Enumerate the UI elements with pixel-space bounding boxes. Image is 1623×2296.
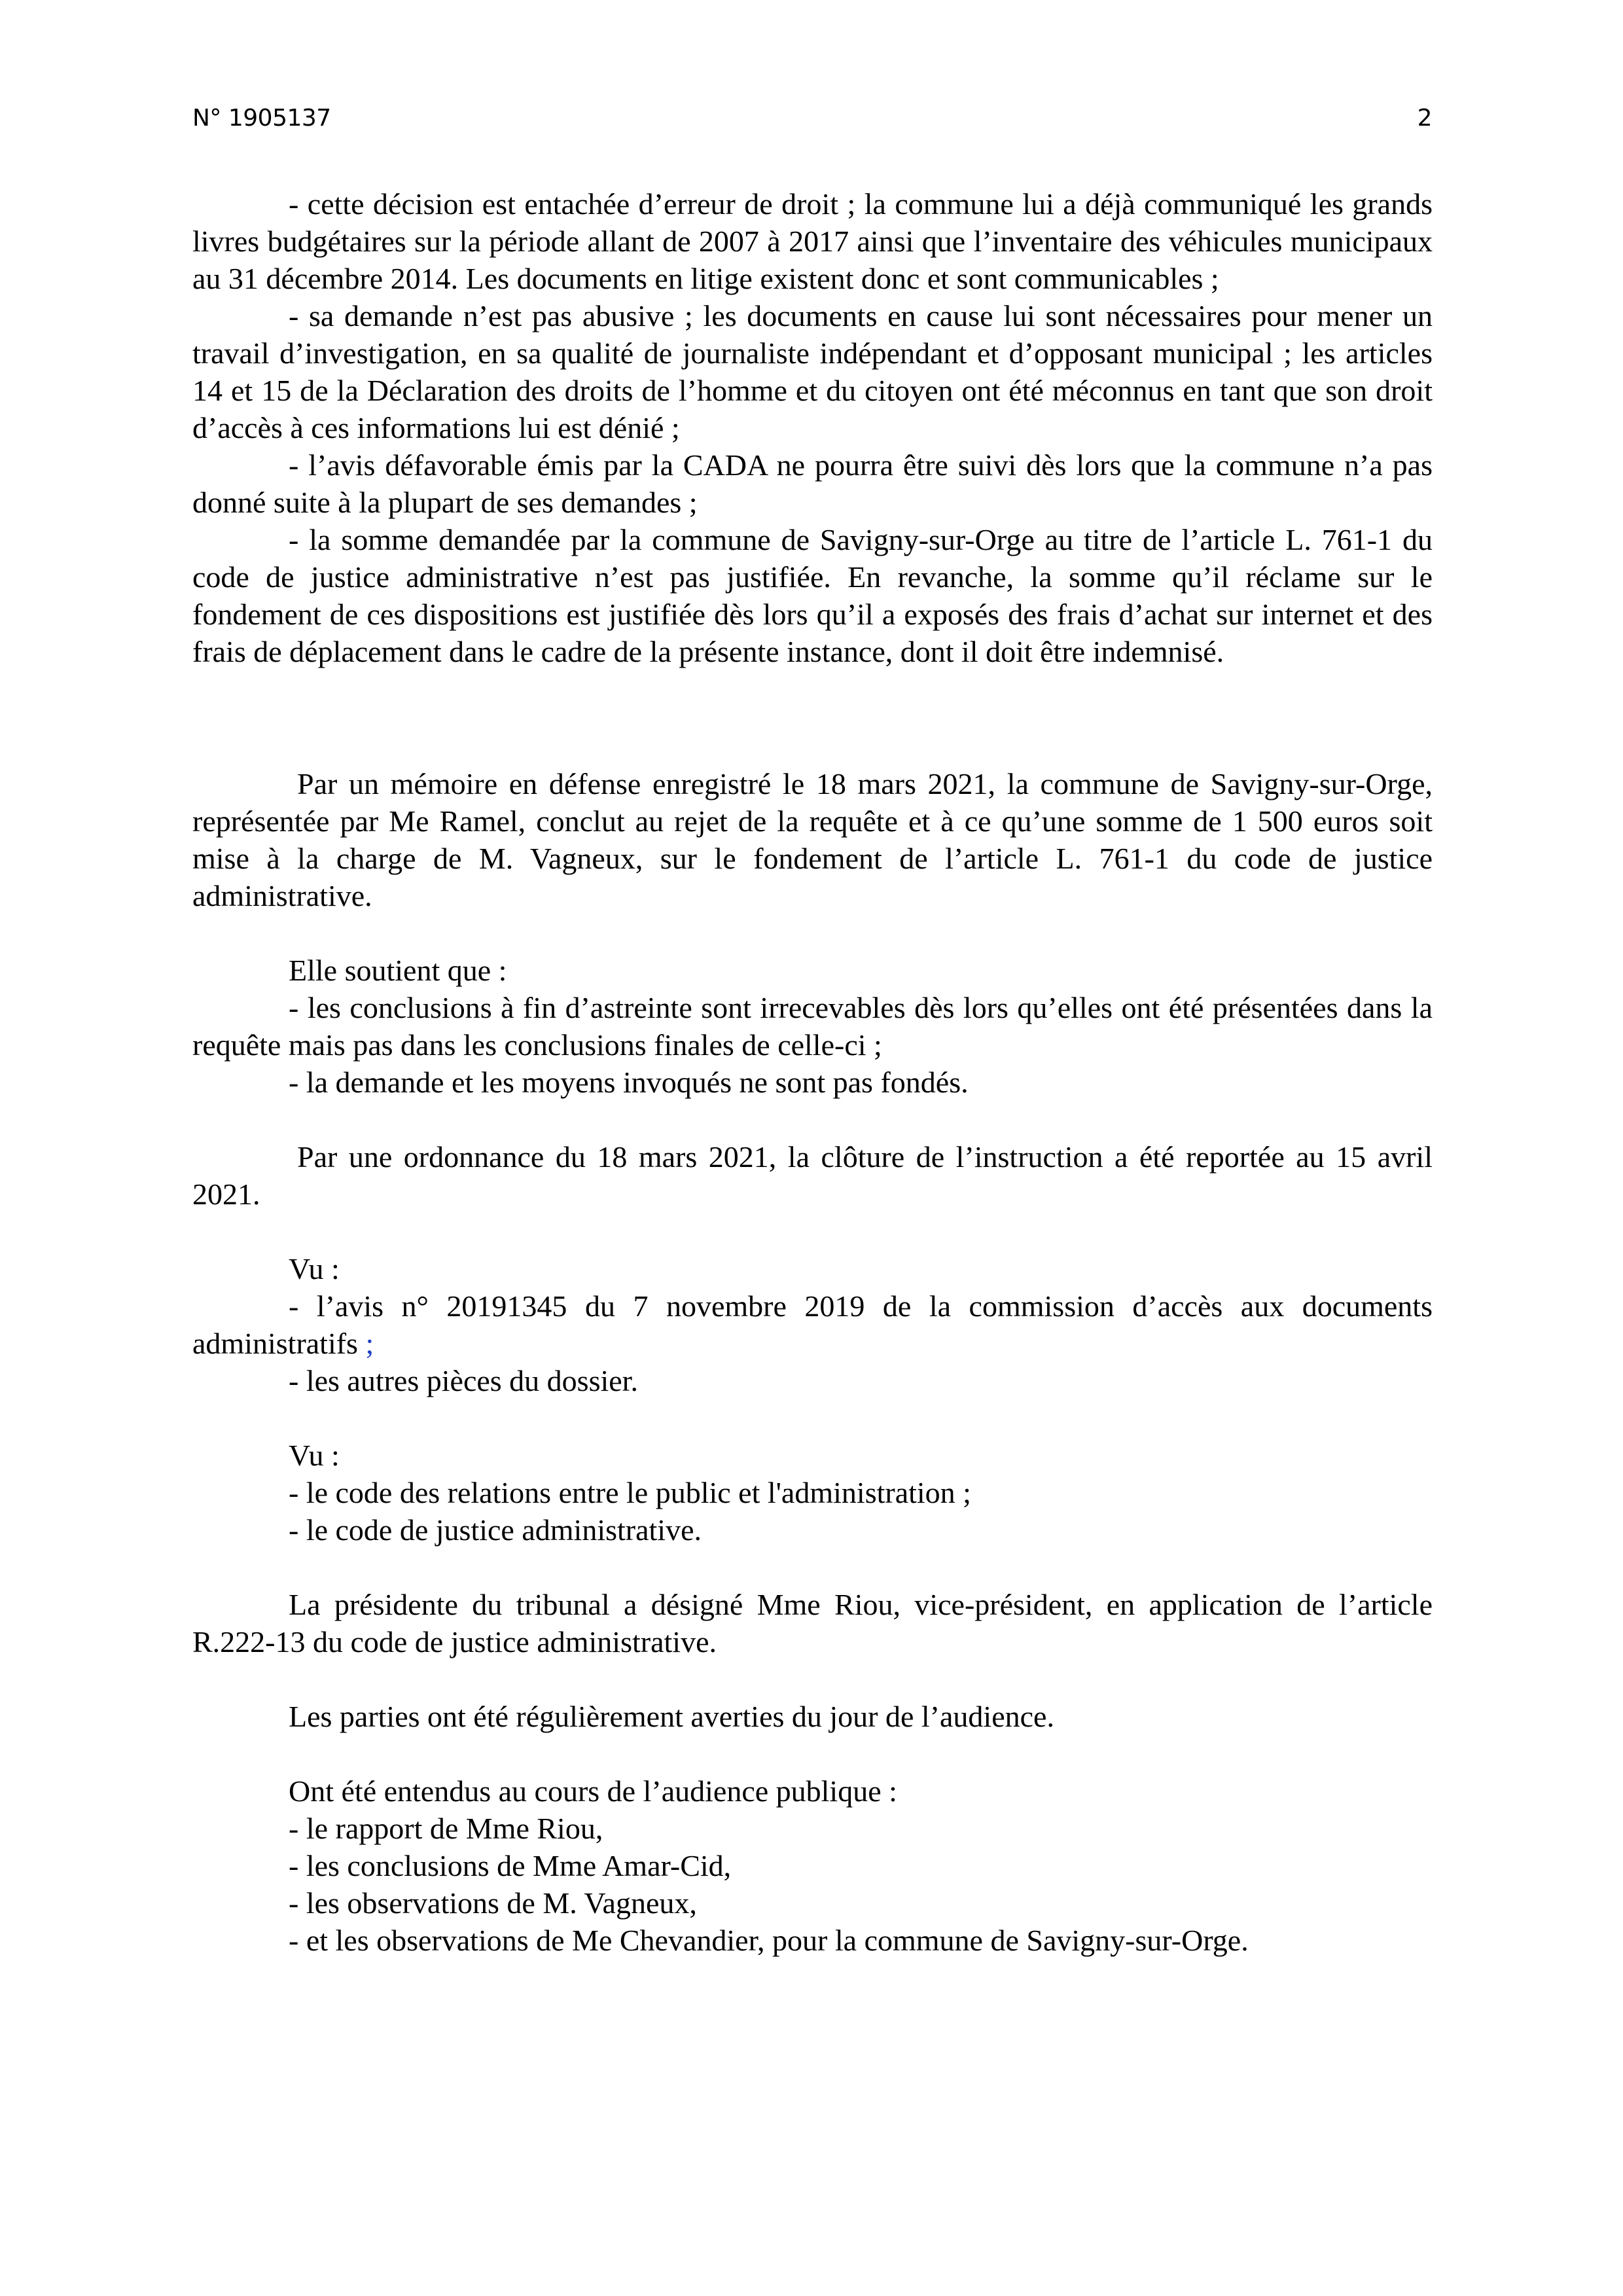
vu-item-cja-code: - le code de justice administrative. bbox=[289, 1513, 702, 1547]
requester-argument-4: - la somme demandée par la commune de Savigny-sur-Orge au titre de l’article L. 761-1 du code de justice administrative n’est pas justifiée. En revanche, la somme qu’il réclame sur le fondement de ces dispositions est justifiée dès lors qu’il a exposés des frais d’achat sur internet et des frais de déplacement dans le cadre de la présente instance, dont il doit être indemnisé. bbox=[192, 523, 1433, 668]
hearing-intro: Ont été entendus au cours de l’audience publique : bbox=[289, 1774, 897, 1808]
spacer bbox=[192, 914, 1433, 952]
hearing-item-observations-vagneux: - les observations de M. Vagneux, bbox=[289, 1886, 697, 1920]
vu-item-crpa-code: - le code des relations entre le public et l'administration ; bbox=[289, 1476, 971, 1509]
ordonnance-paragraph: Par une ordonnance du 18 mars 2021, la clôture de l’instruction a été reportée au 15 avril 2021. bbox=[192, 1140, 1433, 1211]
vu-heading-2: Vu : bbox=[289, 1439, 340, 1472]
hearing-item-observations-chevandier: - et les observations de Me Chevandier, pour la commune de Savigny-sur-Orge. bbox=[289, 1924, 1249, 1957]
defense-argument-2: - la demande et les moyens invoqués ne sont pas fondés. bbox=[289, 1066, 969, 1099]
defense-arguments-intro: Elle soutient que : bbox=[289, 954, 507, 987]
hearing-item-rapport: - le rapport de Mme Riou, bbox=[289, 1812, 603, 1845]
spacer bbox=[192, 1101, 1433, 1138]
spacer bbox=[192, 1399, 1433, 1437]
requester-argument-1: - cette décision est entachée d’erreur de droit ; la commune lui a déjà communiqué les grands livres budgétaires sur la période allant de 2007 à 2017 ainsi que l’inventaire des véhicules municipaux au 31 décembre 2014. Les documents en litige existent donc et sont communicables ; bbox=[192, 187, 1433, 295]
notification-paragraph: Les parties ont été régulièrement averties du jour de l’audience. bbox=[289, 1700, 1054, 1733]
spacer bbox=[192, 1735, 1433, 1772]
vu-item-cada-avis-text: - l’avis n° 20191345 du 7 novembre 2019 de la commission d’accès aux documents administratifs bbox=[192, 1289, 1433, 1360]
vu-item-other-pieces: - les autres pièces du dossier. bbox=[289, 1364, 638, 1397]
vu-heading-1: Vu : bbox=[289, 1252, 340, 1285]
spacer bbox=[192, 1549, 1433, 1586]
requester-argument-2: - sa demande n’est pas abusive ; les documents en cause lui sont nécessaires pour mener un travail d’investigation, en sa qualité de journaliste indépendant et d’opposant municipal ; les articles 14 et 15 de la Déclaration des droits de l’homme et du citoyen ont été méconnus en tant que son droit d’accès à ces informations lui est dénié ; bbox=[192, 299, 1433, 444]
page-header bbox=[192, 98, 1432, 137]
spacer bbox=[192, 1660, 1433, 1698]
designation-paragraph: La présidente du tribunal a désigné Mme Riou, vice-président, en application de l’article R.222-13 du code de justice administrative. bbox=[192, 1588, 1433, 1659]
vu-item-cada-avis bbox=[192, 1287, 1433, 1362]
spacer bbox=[192, 670, 1433, 765]
requester-argument-3: - l’avis défavorable émis par la CADA ne pourra être suivi dès lors que la commune n’a pas donné suite à la plupart de ses demandes ; bbox=[192, 448, 1433, 519]
document-body bbox=[192, 185, 1433, 1959]
case-number: N° 1905137 bbox=[192, 104, 331, 132]
defense-memo-paragraph: Par un mémoire en défense enregistré le 18 mars 2021, la commune de Savigny-sur-Orge, représentée par Me Ramel, conclut au rejet de la requête et à ce qu’une somme de 1 500 euros soit mise à la charge de M. Vagneux, sur le fondement de l’article L. 761-1 du code de justice administrative. bbox=[192, 767, 1433, 912]
hearing-item-conclusions: - les conclusions de Mme Amar-Cid, bbox=[289, 1849, 732, 1882]
spacer bbox=[192, 1213, 1433, 1250]
page-number: 2 bbox=[1417, 104, 1432, 132]
defense-argument-1: - les conclusions à fin d’astreinte sont irrecevables dès lors qu’elles ont été présentées dans la requête mais pas dans les conclusions finales de celle-ci ; bbox=[192, 991, 1433, 1062]
semicolon-mark: ; bbox=[365, 1327, 374, 1360]
